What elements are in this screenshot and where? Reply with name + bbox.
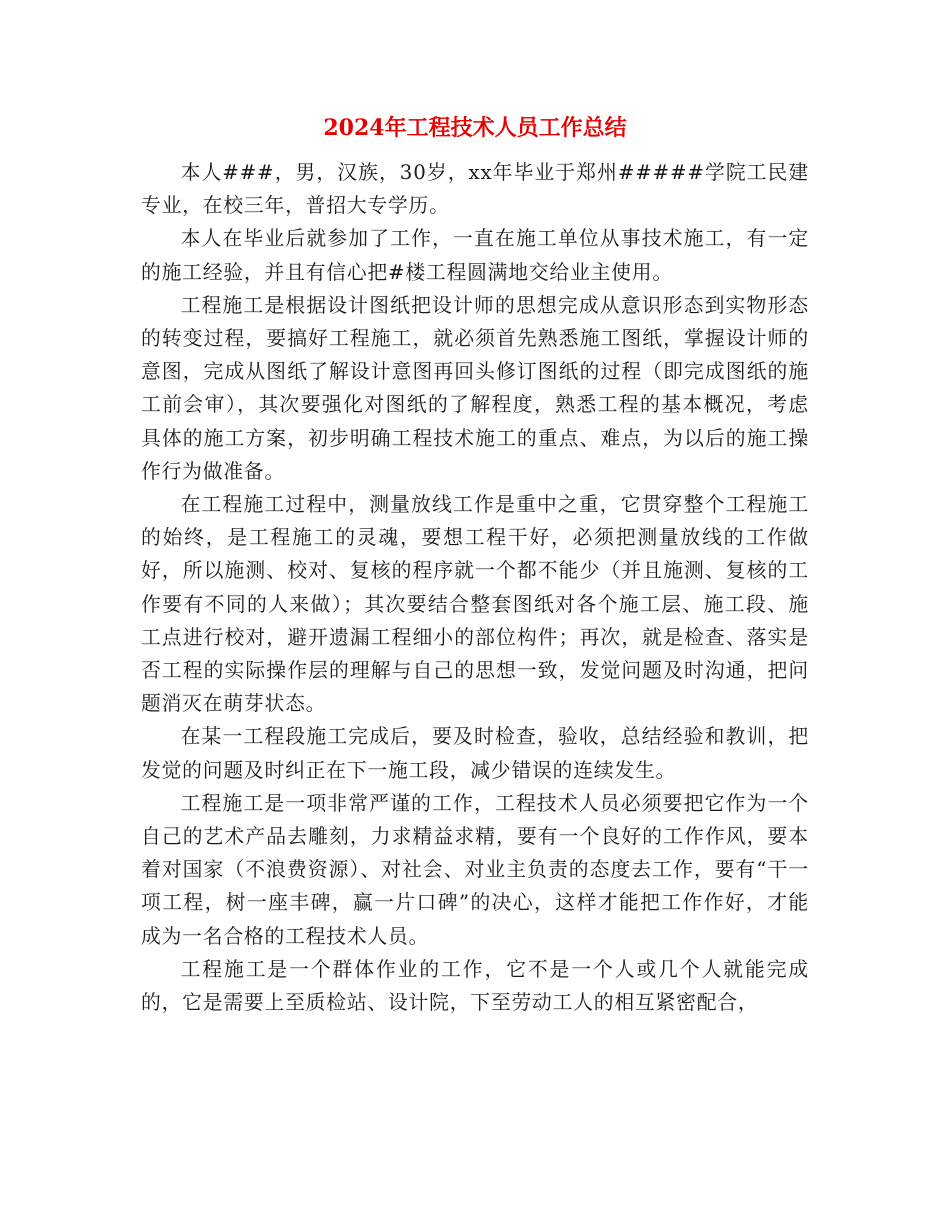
paragraph-surveying: 在工程施工过程中，测量放线工作是重中之重，它贯穿整个工程施工的始终，是工程施工的灵魂，要想工程干好，必须把测量放线的工作做好，所以施测、校对、复核的程序就一个都不能少（并且施测、复核的工作要有不同的人来做）；其次要结合整套图纸对各个施工层、施工段、施工点进行校对，避开遗漏工程细小的部位构件；再次，就是检查、落实是否工程的实际操作层的理解与自己的思想一致，发觉问题及时沟通，把问题消灭在萌芽状态。 bbox=[141, 493, 809, 716]
paragraph-teamwork: 工程施工是一个群体作业的工作，它不是一个人或几个人就能完成的，它是需要上至质检站、设计院，下至劳动工人的相互紧密配合， bbox=[141, 957, 809, 1015]
paragraph-work-attitude: 工程施工是一项非常严谨的工作，工程技术人员必须要把它作为一个自己的艺术产品去雕刻，力求精益求精，要有一个良好的工作作风，要本着对国家（不浪费资源）、对社会、对业主负责的态度去工作，要有“干一项工程，树一座丰碑，赢一片口碑”的决心，这样才能把工作作好，才能成为一名合格的工程技术人员。 bbox=[141, 791, 809, 948]
paragraph-work-experience: 本人在毕业后就参加了工作，一直在施工单位从事技术施工，有一定的施工经验，并且有信心把#楼工程圆满地交给业主使用。 bbox=[141, 227, 809, 284]
paragraph-personal-info: 本人###，男，汉族，30岁，xx年毕业于郑州#####学院工民建专业，在校三年，普招大专学历。 bbox=[141, 161, 809, 218]
paragraph-inspection: 在某一工程段施工完成后，要及时检查，验收，总结经验和教训，把发觉的问题及时纠正在下一施工段，减少错误的连续发生。 bbox=[141, 725, 809, 782]
document-title: 2024年工程技术人员工作总结 bbox=[323, 115, 627, 141]
document-body bbox=[141, 156, 809, 1019]
paragraph-drawings: 工程施工是根据设计图纸把设计师的思想完成从意识形态到实物形态的转变过程，要搞好工程施工，就必须首先熟悉施工图纸，掌握设计师的意图，完成从图纸了解设计意图再回头修订图纸的过程（即完成图纸的施工前会审），其次要强化对图纸的了解程度，熟悉工程的基本概况，考虑具体的施工方案，初步明确工程技术施工的重点、难点，为以后的施工操作行为做准备。 bbox=[141, 293, 809, 483]
